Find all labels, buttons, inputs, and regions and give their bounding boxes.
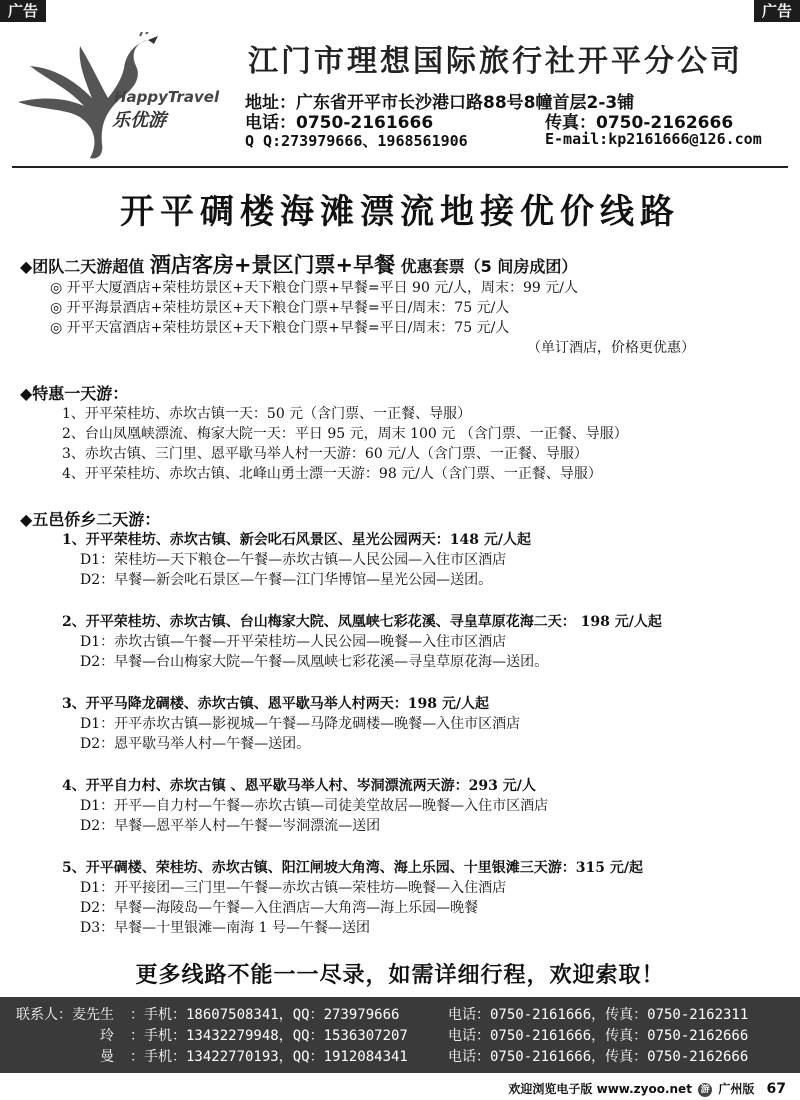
contact-tel: 电话：0750-2161666，传真：0750-2162666	[448, 1049, 749, 1065]
section-one-day	[20, 384, 790, 484]
route-day: D2：早餐—台山梅家大院—午餐—凤凰峡七彩花溪—寻皇草原花海—送团。	[80, 654, 549, 670]
page-number: 67	[766, 1081, 786, 1097]
route-day: D1：开平接团—三门里—午餐—赤坎古镇—荣桂坊—晚餐—入住酒店	[80, 880, 507, 896]
closing-slogan: 更多线路不能一一尽录，如需详细行程，欢迎索取！	[135, 963, 665, 988]
section-title-a: ◆团队二天游超值	[20, 257, 145, 276]
company-name: 江门市理想国际旅行社开平分公司	[248, 44, 743, 79]
page-footer	[508, 1080, 786, 1097]
route-day: D1：赤坎古镇—午餐—开平荣桂坊—人民公园—晚餐—入住市区酒店	[80, 634, 507, 650]
company-email: E-mail:kp2161666@126.com	[545, 130, 762, 148]
route-day: D1：荣桂坊—天下粮仓—午餐—赤坎古镇—人民公园—入住市区酒店	[80, 552, 507, 568]
footer-browse: 欢迎浏览电子版	[508, 1082, 593, 1096]
company-contact-row	[245, 130, 762, 151]
section-two-day	[20, 510, 790, 938]
route-title: 5、开平碉楼、荣桂坊、赤坎古镇、阳江闸坡大角湾、海上乐园、十里银滩三天游：315 元/起	[62, 860, 643, 876]
company-phone: 电话：0750-2161666	[245, 113, 434, 133]
contact-mobile: ：手机：13422770193，QQ：1912084341	[130, 1049, 408, 1065]
footer-badge-icon: 游	[698, 1083, 712, 1097]
list-item: 4、开平荣桂坊、赤坎古镇、北峰山勇士漂一天游：98 元/人（含门票、一正餐、导服）	[62, 466, 602, 482]
footer-edition: 广州版	[718, 1082, 755, 1096]
route-day: D2：早餐—恩平举人村—午餐—岑洞漂流—送团	[80, 818, 381, 834]
contact-label: 曼	[100, 1049, 114, 1065]
contact-tel: 电话：0750-2161666，传真：0750-2162311	[448, 1007, 749, 1023]
header-divider	[12, 166, 788, 168]
route-day: D1：开平—自力村—午餐—赤坎古镇—司徒美堂故居—晚餐—入住市区酒店	[80, 798, 549, 814]
list-item: ◎ 开平大厦酒店+荣桂坊景区+天下粮仓门票+早餐=平日 90 元/人，周末：99 元/人	[50, 280, 578, 296]
contact-tel: 电话：0750-2161666，传真：0750-2162666	[448, 1028, 749, 1044]
list-item: 1、开平荣桂坊、赤坎古镇一天：50 元（含门票、一正餐、导服）	[62, 406, 472, 422]
contact-mobile: ：手机：18607508341，QQ：273979666	[130, 1007, 400, 1023]
company-fax: 传真：0750-2162666	[545, 113, 734, 133]
route-day: D2：早餐—海陵岛—午餐—入住酒店—大角湾—海上乐园—晚餐	[80, 900, 479, 916]
company-qq: Q Q:273979666、1968561906	[245, 132, 468, 150]
section-note: （单订酒店，价格更优惠）	[527, 340, 695, 356]
section-title: ◆特惠一天游：	[20, 384, 129, 403]
contact-mobile: ：手机：13432279948，QQ：1536307207	[130, 1028, 408, 1044]
list-item: ◎ 开平海景酒店+荣桂坊景区+天下粮仓门票+早餐=平日/周末：75 元/人	[50, 300, 510, 316]
route-day: D2：早餐—新会叱石景区—午餐—江门华博馆—星光公园—送团。	[80, 572, 493, 588]
section-title-b: 酒店客房+景区门票+早餐	[149, 253, 396, 277]
ad-tag-right: 广告	[754, 0, 800, 22]
route-title: 4、开平自力村、赤坎古镇 、恩平歇马举人村、岑洞漂流两天游：293 元/人	[62, 778, 536, 794]
list-item: 2、台山凤凰峡漂流、梅家大院一天：平日 95 元，周末 100 元 （含门票、一正餐、导服）	[62, 426, 628, 442]
route-title: 2、开平荣桂坊、赤坎古镇、台山梅家大院、凤凰峡七彩花溪、寻皇草原花海二天： 198 元/人起	[62, 614, 662, 630]
section-team-package	[20, 252, 790, 358]
section-title: ◆五邑侨乡二天游：	[20, 510, 161, 529]
route-day: D1：开平赤坎古镇—影视城—午餐—马降龙碉楼—晚餐—入住市区酒店	[80, 716, 521, 732]
contact-label: 玲	[100, 1028, 114, 1044]
list-item: ◎ 开平天富酒店+荣桂坊景区+天下粮仓门票+早餐=平日/周末：75 元/人	[50, 320, 510, 336]
section-title-c: 优惠套票（5 间房成团）	[400, 257, 578, 276]
contact-label: 联系人：麦先生	[16, 1007, 114, 1023]
logo-brand-en: HappyTravel	[114, 88, 220, 106]
list-item: 3、赤坎古镇、三门里、恩平歇马举人村一天游：60 元/人（含门票、一正餐、导服）	[62, 446, 588, 462]
route-title: 1、开平荣桂坊、赤坎古镇、新会叱石风景区、星光公园两天：148 元/人起	[62, 532, 531, 548]
footer-site[interactable]: www.zyoo.net	[596, 1082, 692, 1096]
company-address: 地址：广东省开平市长沙港口路88号8幢首层2-3铺	[245, 93, 635, 113]
ad-tag-left: 广告	[0, 0, 46, 22]
route-day: D3：早餐—十里银滩—南海 1 号—午餐—送团	[80, 920, 370, 936]
route-day: D2：恩平歇马举人村—午餐—送团。	[80, 736, 311, 752]
company-logo	[8, 32, 238, 162]
page-headline: 开平碉楼海滩漂流地接优价线路	[120, 192, 680, 232]
logo-brand-cn: 乐优游	[112, 110, 166, 131]
contact-bar	[0, 997, 800, 1073]
section-title	[20, 252, 790, 278]
route-title: 3、开平马降龙碉楼、赤坎古镇、恩平歇马举人村两天：198 元/人起	[62, 696, 489, 712]
